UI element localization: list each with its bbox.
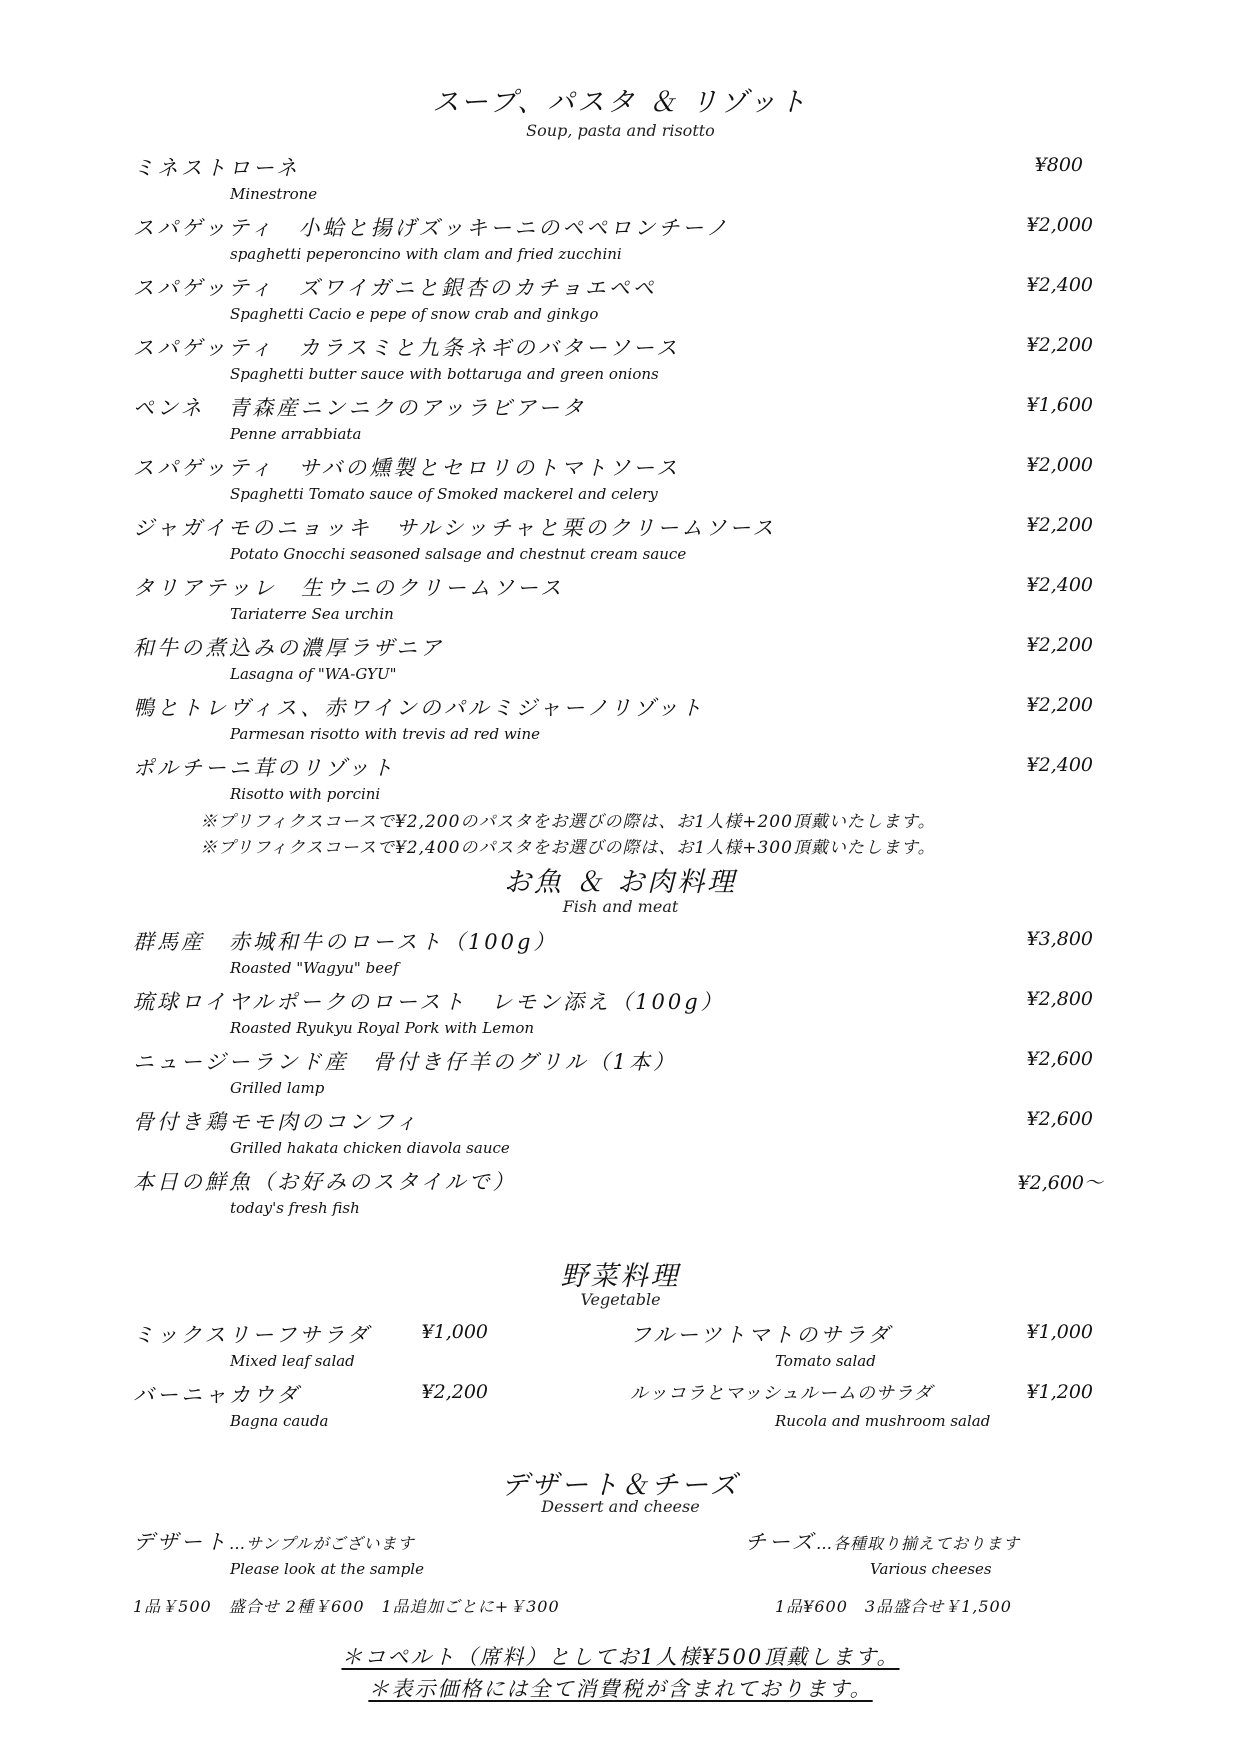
item-price: ¥2,600: [1026, 1048, 1093, 1070]
dessert-en: Please look at the sample: [230, 1560, 424, 1578]
item-name-en: Penne arrabbiata: [230, 425, 362, 443]
item-name-jp: 鴨とトレヴィス、赤ワインのパルミジャーノリゾット: [133, 696, 705, 720]
item-price: ¥2,400: [1026, 274, 1093, 296]
menu-item: [133, 512, 1093, 568]
footer-note-cover-charge: [0, 1641, 1241, 1671]
cheese-prices: 1品¥600 3品盛合せ￥1,500: [775, 1597, 1012, 1616]
item-price: ¥2,600: [1026, 1108, 1093, 1130]
item-price: ¥2,200: [1026, 334, 1093, 356]
item-name-jp: スパゲッティ カラスミと九条ネギのバターソース: [133, 336, 680, 360]
prix-fixe-note: ※プリフィクスコースで¥2,200のパスタをお選びの際は、お1人様+200頂戴いたします。: [200, 812, 936, 832]
item-price: ¥2,200: [1026, 694, 1093, 716]
menu-item: [133, 692, 1093, 748]
item-price: ¥1,000: [1026, 1321, 1093, 1343]
item-price: ¥2,200: [421, 1381, 488, 1403]
item-price: ¥2,400: [1026, 754, 1093, 776]
footer-text: ＊表示価格には全て消費税が含まれております。: [368, 1677, 873, 1701]
item-name-jp: バーニャカウダ: [133, 1383, 301, 1407]
item-price: ¥1,000: [421, 1321, 488, 1343]
prix-fixe-note: ※プリフィクスコースで¥2,400のパスタをお選びの際は、お1人様+300頂戴いたします。: [200, 838, 936, 858]
cheese-label: チーズ: [745, 1530, 816, 1554]
item-name-jp: ジャガイモのニョッキ サルシッチャと栗のクリームソース: [133, 516, 777, 540]
section-title-pasta: スープ、パスタ ＆ リゾット: [432, 87, 809, 118]
item-price: ¥2,200: [1026, 514, 1093, 536]
item-name-jp: ルッコラとマッシュルームのサラダ: [630, 1383, 933, 1404]
item-name-jp: 骨付き鶏モモ肉のコンフィ: [133, 1110, 420, 1134]
dessert-label: デザート: [133, 1530, 229, 1554]
item-name-en: Spaghetti Cacio e pepe of snow crab and ginkgo: [230, 305, 599, 323]
item-name-en: Grilled lamp: [230, 1079, 325, 1097]
item-name-jp: スパゲッティ 小蛤と揚げズッキーニのペペロンチーノ: [133, 216, 730, 240]
dessert-prices: 1品￥500 盛合せ 2種￥600 1品追加ごとに+￥300: [133, 1597, 560, 1616]
item-name-en: spaghetti peperoncino with clam and fried zucchini: [230, 245, 622, 263]
item-name-en: Mixed leaf salad: [230, 1352, 355, 1370]
menu-item: [133, 332, 1093, 388]
section-subtitle-fish-meat: Fish and meat: [562, 897, 679, 916]
menu-item: [133, 452, 1093, 508]
item-price: ¥800: [1034, 154, 1083, 176]
menu-item: [133, 212, 1093, 268]
item-name-en: Parmesan risotto with trevis ad red wine: [230, 725, 541, 743]
vegetable-item: [630, 1379, 1093, 1435]
item-name-en: Potato Gnocchi seasoned salsage and chestnut cream sauce: [230, 545, 687, 563]
item-price: ¥2,600～: [1017, 1172, 1103, 1194]
menu-item: [133, 272, 1093, 328]
item-name-jp: ペンネ 青森産ニンニクのアッラビアータ: [133, 396, 587, 420]
section-subtitle-pasta: Soup, pasta and risotto: [526, 121, 715, 140]
menu-item: [133, 1106, 1093, 1162]
menu-item: [133, 152, 1093, 208]
item-name-en: Lasagna of "WA-GYU": [230, 665, 397, 683]
cheese-heading: [745, 1526, 1020, 1556]
item-name-jp: ミネストローネ: [133, 156, 300, 180]
section-title-dessert: デザート＆チーズ: [501, 1470, 740, 1501]
section-title-fish-meat: お魚 ＆ お肉料理: [503, 867, 738, 898]
dessert-heading: [133, 1526, 415, 1556]
item-name-jp: タリアテッレ 生ウニのクリームソース: [133, 576, 564, 600]
item-name-jp: ニュージーランド産 骨付き仔羊のグリル（1本）: [133, 1050, 677, 1074]
item-price: ¥3,800: [1026, 928, 1093, 950]
section-subtitle-vegetable: Vegetable: [580, 1290, 661, 1309]
item-name-jp: ポルチーニ茸のリゾット: [133, 756, 396, 780]
item-name-en: Roasted Ryukyu Royal Pork with Lemon: [230, 1019, 535, 1037]
item-price: ¥1,600: [1026, 394, 1093, 416]
item-name-jp: 群馬産 赤城和牛のロースト（100g）: [133, 930, 558, 954]
menu-item: [133, 926, 1093, 982]
item-name-jp: スパゲッティ ズワイガニと銀杏のカチョエペペ: [133, 276, 657, 300]
item-name-jp: 琉球ロイヤルポークのロースト レモン添え（100g）: [133, 990, 725, 1014]
item-price: ¥2,000: [1026, 214, 1093, 236]
footer-note-tax: [0, 1673, 1241, 1703]
menu-item: [133, 572, 1093, 628]
menu-item: [133, 752, 1093, 808]
item-name-en: Bagna cauda: [230, 1412, 329, 1430]
menu-item: [133, 392, 1093, 448]
menu-item: [133, 1166, 1103, 1222]
item-name-en: Tomato salad: [775, 1352, 876, 1370]
cheese-en: Various cheeses: [870, 1560, 992, 1578]
cheese-note: …各種取り揃えております: [815, 1534, 1020, 1553]
item-price: ¥2,400: [1026, 574, 1093, 596]
vegetable-item: [133, 1319, 488, 1375]
vegetable-item: [133, 1379, 488, 1435]
item-price: ¥1,200: [1026, 1381, 1093, 1403]
item-name-jp: スパゲッティ サバの燻製とセロリのトマトソース: [133, 456, 681, 480]
item-price: ¥2,200: [1026, 634, 1093, 656]
item-name-en: Rucola and mushroom salad: [775, 1412, 991, 1430]
section-subtitle-dessert: Dessert and cheese: [541, 1497, 700, 1516]
item-name-en: Minestrone: [230, 185, 318, 203]
footer-text: ＊コペルト（席料）としてお1人様¥500頂戴します。: [341, 1645, 900, 1669]
item-name-jp: フルーツトマトのサラダ: [630, 1323, 893, 1347]
menu-item: [133, 986, 1093, 1042]
item-name-en: Roasted "Wagyu" beef: [230, 959, 399, 977]
vegetable-item: [630, 1319, 1093, 1375]
item-name-en: today's fresh fish: [230, 1199, 360, 1217]
item-name-jp: 和牛の煮込みの濃厚ラザニア: [133, 636, 445, 660]
item-price: ¥2,800: [1026, 988, 1093, 1010]
menu-item: [133, 632, 1093, 688]
dessert-note: …サンプルがございます: [229, 1534, 415, 1553]
item-name-jp: 本日の鮮魚（お好みのスタイルで）: [133, 1170, 517, 1194]
menu-item: [133, 1046, 1093, 1102]
item-name-en: Spaghetti Tomato sauce of Smoked mackerel and celery: [230, 485, 658, 503]
item-name-en: Grilled hakata chicken diavola sauce: [230, 1139, 510, 1157]
item-name-en: Tariaterre Sea urchin: [230, 605, 394, 623]
item-price: ¥2,000: [1026, 454, 1093, 476]
section-title-vegetable: 野菜料理: [560, 1261, 681, 1292]
item-name-jp: ミックスリーフサラダ: [133, 1323, 372, 1347]
item-name-en: Risotto with porcini: [230, 785, 381, 803]
item-name-en: Spaghetti butter sauce with bottaruga and green onions: [230, 365, 659, 383]
